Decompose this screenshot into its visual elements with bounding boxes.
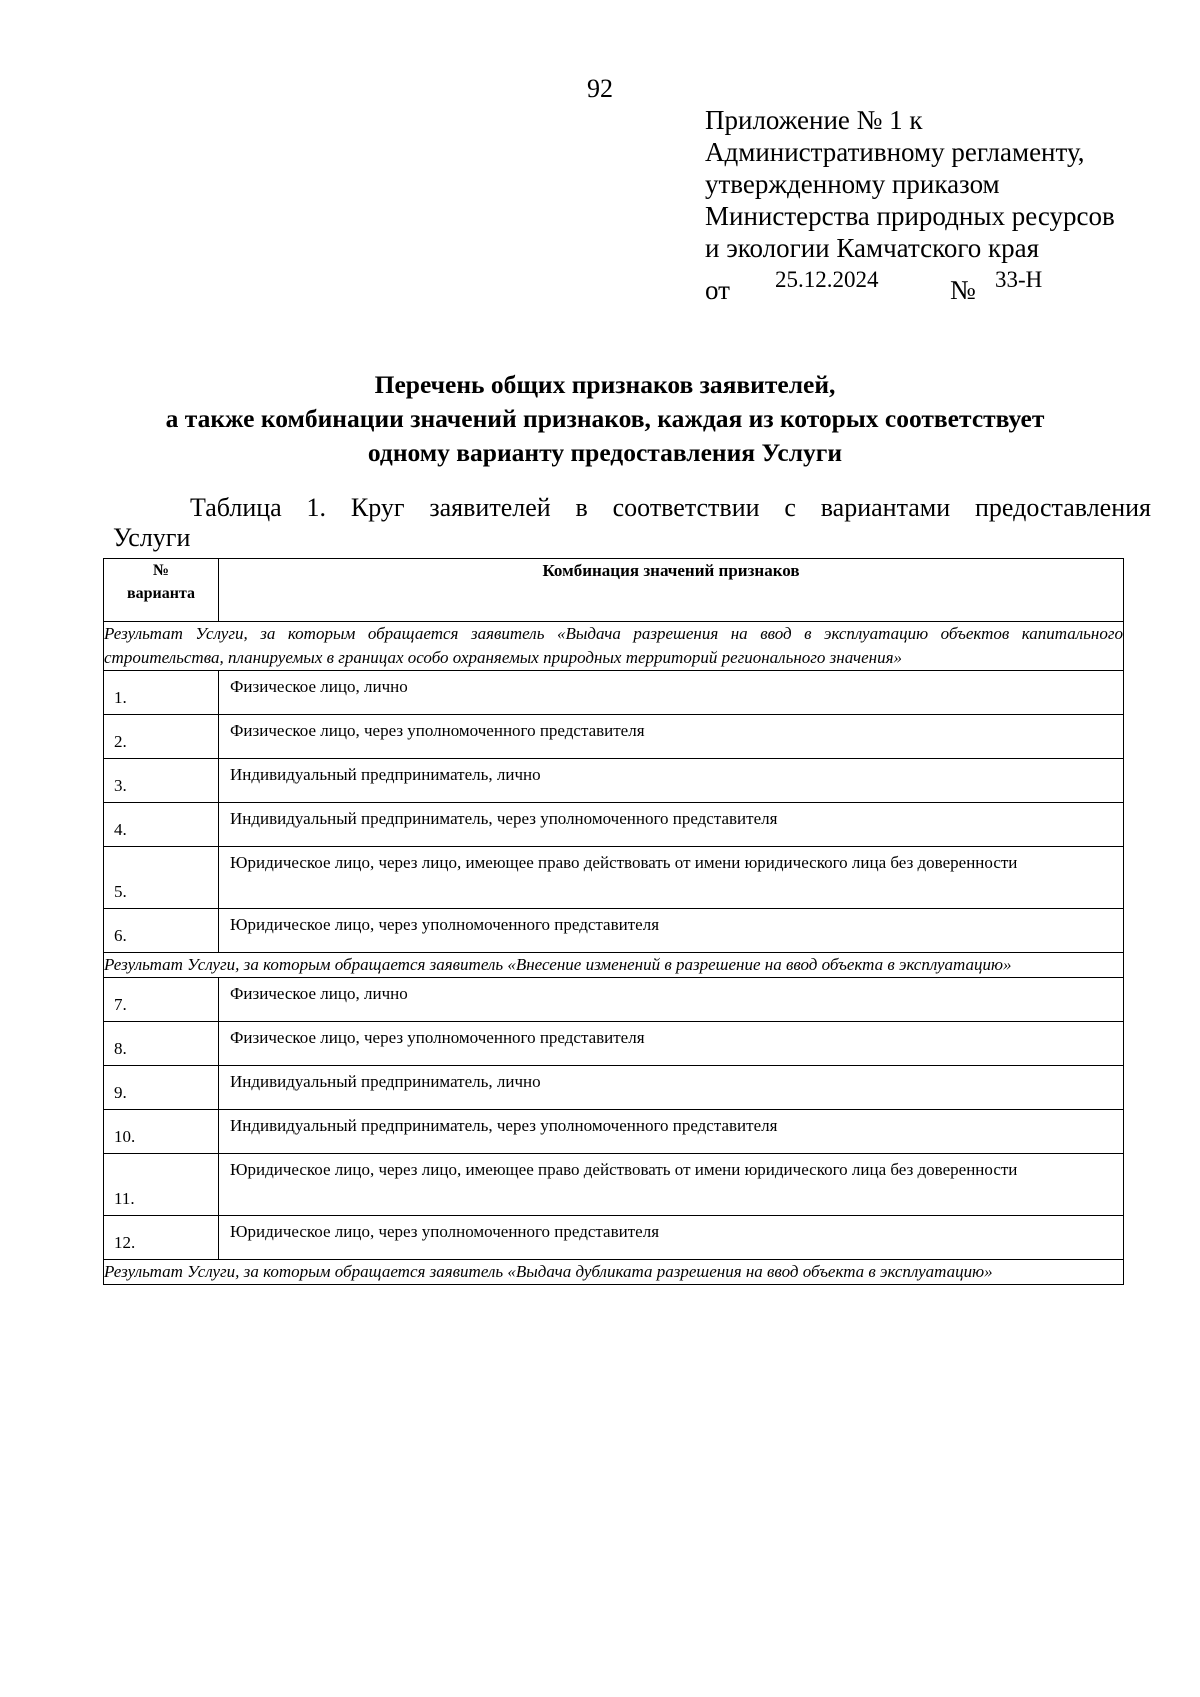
variant-row bbox=[104, 803, 1124, 847]
order-details bbox=[705, 264, 1175, 304]
variant-row bbox=[104, 1022, 1124, 1066]
title-line: а также комбинации значений признаков, каждая из которых соответствует bbox=[165, 404, 1045, 433]
variant-number: 6. bbox=[104, 909, 219, 953]
caption-text: Таблица 1. Круг заявителей в соответствии с вариантами предоставления bbox=[190, 493, 1151, 522]
variant-number: 5. bbox=[104, 847, 219, 909]
variant-row bbox=[104, 715, 1124, 759]
result-group-row bbox=[104, 953, 1124, 978]
variant-combination: Индивидуальный предприниматель, через уполномоченного представителя bbox=[219, 1110, 1124, 1154]
variant-row bbox=[104, 909, 1124, 953]
variant-number: 11. bbox=[104, 1154, 219, 1216]
table-caption bbox=[113, 492, 1151, 554]
variant-combination: Индивидуальный предприниматель, лично bbox=[219, 759, 1124, 803]
appendix-line: и экологии Камчатского края bbox=[705, 233, 1039, 263]
variant-row bbox=[104, 671, 1124, 715]
appendix-line: Административному регламенту, bbox=[705, 137, 1085, 167]
order-date: 25.12.2024 bbox=[775, 267, 879, 292]
title-line: одному варианту предоставления Услуги bbox=[367, 438, 843, 467]
variant-combination: Физическое лицо, через уполномоченного представителя bbox=[219, 1022, 1124, 1066]
variant-combination: Физическое лицо, через уполномоченного представителя bbox=[219, 715, 1124, 759]
variant-combination: Индивидуальный предприниматель, лично bbox=[219, 1066, 1124, 1110]
variant-combination: Юридическое лицо, через лицо, имеющее право действовать от имени юридического лица без доверенности bbox=[219, 847, 1124, 909]
result-description: Результат Услуги, за которым обращается заявитель «Выдача дубликата разрешения на ввод объекта в эксплуатацию» bbox=[104, 1260, 1124, 1285]
document-title bbox=[90, 368, 1120, 470]
variant-number: 2. bbox=[104, 715, 219, 759]
appendix-block bbox=[705, 104, 1175, 304]
variant-combination: Юридическое лицо, через лицо, имеющее право действовать от имени юридического лица без доверенности bbox=[219, 1154, 1124, 1216]
header-variant-number bbox=[104, 559, 219, 622]
variant-combination: Юридическое лицо, через уполномоченного представителя bbox=[219, 1216, 1124, 1260]
table-header-row bbox=[104, 559, 1124, 622]
variant-combination: Индивидуальный предприниматель, через уполномоченного представителя bbox=[219, 803, 1124, 847]
result-description: Результат Услуги, за которым обращается заявитель «Внесение изменений в разрешение на ввод объекта в эксплуатацию» bbox=[104, 953, 1124, 978]
variant-row bbox=[104, 847, 1124, 909]
order-number: 33-Н bbox=[995, 267, 1043, 292]
variant-number: 12. bbox=[104, 1216, 219, 1260]
appendix-line: Министерства природных ресурсов bbox=[705, 201, 1115, 231]
variant-row bbox=[104, 978, 1124, 1022]
variant-row bbox=[104, 1216, 1124, 1260]
header-num-word: варианта bbox=[126, 585, 196, 602]
variant-row bbox=[104, 759, 1124, 803]
variant-row bbox=[104, 1110, 1124, 1154]
header-num-sign: № bbox=[152, 562, 170, 579]
variant-combination: Юридическое лицо, через уполномоченного представителя bbox=[219, 909, 1124, 953]
result-group-row bbox=[104, 1260, 1124, 1285]
variant-number: 1. bbox=[104, 671, 219, 715]
result-description: Результат Услуги, за которым обращается заявитель «Выдача разрешения на ввод в эксплуатацию объектов капитального строительства, планируемых в границах особо охраняемых природных территорий регионального значения» bbox=[104, 622, 1124, 671]
variant-number: 3. bbox=[104, 759, 219, 803]
variants-table bbox=[103, 558, 1124, 1285]
from-label: от bbox=[705, 275, 730, 305]
appendix-line: утвержденному приказом bbox=[705, 169, 1000, 199]
title-line: Перечень общих признаков заявителей, bbox=[374, 370, 836, 399]
variant-number: 8. bbox=[104, 1022, 219, 1066]
variant-row bbox=[104, 1154, 1124, 1216]
appendix-line: Приложение № 1 к bbox=[705, 105, 923, 135]
variant-row bbox=[104, 1066, 1124, 1110]
variant-number: 7. bbox=[104, 978, 219, 1022]
page-number: 92 bbox=[587, 74, 613, 103]
variant-number: 9. bbox=[104, 1066, 219, 1110]
result-group-row bbox=[104, 622, 1124, 671]
variant-number: 4. bbox=[104, 803, 219, 847]
variant-combination: Физическое лицо, лично bbox=[219, 671, 1124, 715]
caption-text-end: Услуги bbox=[113, 523, 191, 552]
header-combination: Комбинация значений признаков bbox=[219, 559, 1124, 622]
number-sign: № bbox=[950, 275, 976, 305]
variant-number: 10. bbox=[104, 1110, 219, 1154]
variant-combination: Физическое лицо, лично bbox=[219, 978, 1124, 1022]
